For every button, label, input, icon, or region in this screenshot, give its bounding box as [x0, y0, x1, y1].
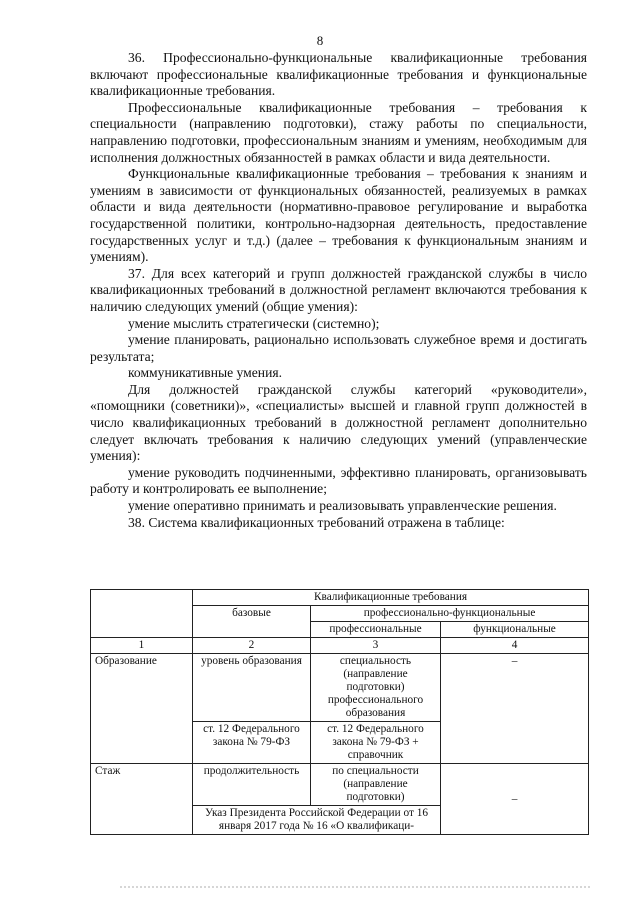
management-skill-leading: умение руководить подчиненными, эффективно планировать, организовывать работу и контролировать ее выполнение;	[90, 464, 587, 497]
education-prof	[311, 654, 441, 722]
table-header-row	[91, 590, 589, 606]
education-prof-education: профессионального образования	[327, 694, 424, 719]
paragraph-36: 36. Профессионально-функциональные квалификационные требования включают профессиональные квалификационные требования и функциональные квалификационные требования.	[90, 50, 587, 99]
row-label-education: Образование	[91, 654, 193, 764]
general-skill-planning: умение планировать, рационально использовать служебное время и достигать результата;	[90, 332, 587, 364]
education-basic: уровень образования	[193, 654, 311, 722]
table-header-func: функциональные	[441, 622, 589, 638]
requirements-table	[90, 589, 589, 835]
general-skill-strategic: умение мыслить стратегически (системно);	[128, 315, 380, 331]
document-body	[90, 50, 587, 531]
experience-basic: продолжительность	[193, 764, 311, 806]
general-skill-communication: коммуникативные умения.	[128, 365, 283, 381]
table-empty-corner	[91, 590, 193, 638]
page-number: 8	[316, 33, 324, 48]
education-func: –	[441, 654, 589, 764]
table-header-main: Квалификационные требования	[193, 590, 589, 606]
table-row	[91, 654, 589, 722]
row-label-experience: Стаж	[91, 764, 193, 835]
table-header-prof-func: профессионально-функциональные	[311, 606, 589, 622]
paragraph-37: 37. Для всех категорий и групп должностей гражданской службы в число квалификационных требований в должностной регламент включаются требования к наличию следующих умений (общие умения):	[90, 265, 587, 314]
col-number-1: 1	[91, 638, 193, 654]
education-basic-law: ст. 12 Федерального закона № 79-ФЗ	[193, 722, 311, 764]
paragraph-management-skills: Для должностей гражданской службы категорий «руководители», «помощники (советники)», «специалисты» высшей и главной групп должностей в число квалификационных требований в должностной регламент дополнительно следует включать требования к наличию следующих умений (управленческие умения):	[90, 381, 587, 464]
paragraph-func-requirements: Функциональные квалификационные требования – требования к знаниям и умениям в зависимости от функциональных обязанностей, реализуемых в рамках области и вида деятельности (нормативно-правовое регулирование и выработка государственной политики, контрольно-надзорная деятельность, предоставление государственных услуг и т.д.) (далее – требования к функциональным знаниям и умениям).	[90, 166, 587, 265]
col-number-3: 3	[311, 638, 441, 654]
scan-edge-artifact	[120, 886, 590, 894]
management-skill-decisions: умение оперативно принимать и реализовывать управленческие решения.	[128, 498, 557, 514]
education-prof-specialty: специальность (направление подготовки)	[339, 655, 412, 693]
education-prof-law: ст. 12 Федерального закона № 79-ФЗ + справочник	[311, 722, 441, 764]
decree-reference: Указ Президента Российской Федерации от 16 января 2017 года № 16 «О квалификаци-	[193, 806, 441, 835]
paragraph-38: 38. Система квалификационных требований отражена в таблице:	[128, 514, 505, 530]
col-number-4: 4	[441, 638, 589, 654]
col-number-2: 2	[193, 638, 311, 654]
paragraph-prof-requirements: Профессиональные квалификационные требования – требования к специальности (направлению подготовки), стажу работы по специальности, направлению подготовки, профессиональным знаниям и умениям, необходимым для исполнения должностных обязанностей в рамках области и вида деятельности.	[90, 99, 587, 165]
experience-prof: по специальности (направление подготовки)	[311, 764, 441, 806]
table-row	[91, 764, 589, 806]
experience-func: –	[441, 764, 589, 835]
table-number-row	[91, 638, 589, 654]
table-header-prof: профессиональные	[311, 622, 441, 638]
table-header-basic: базовые	[193, 606, 311, 638]
